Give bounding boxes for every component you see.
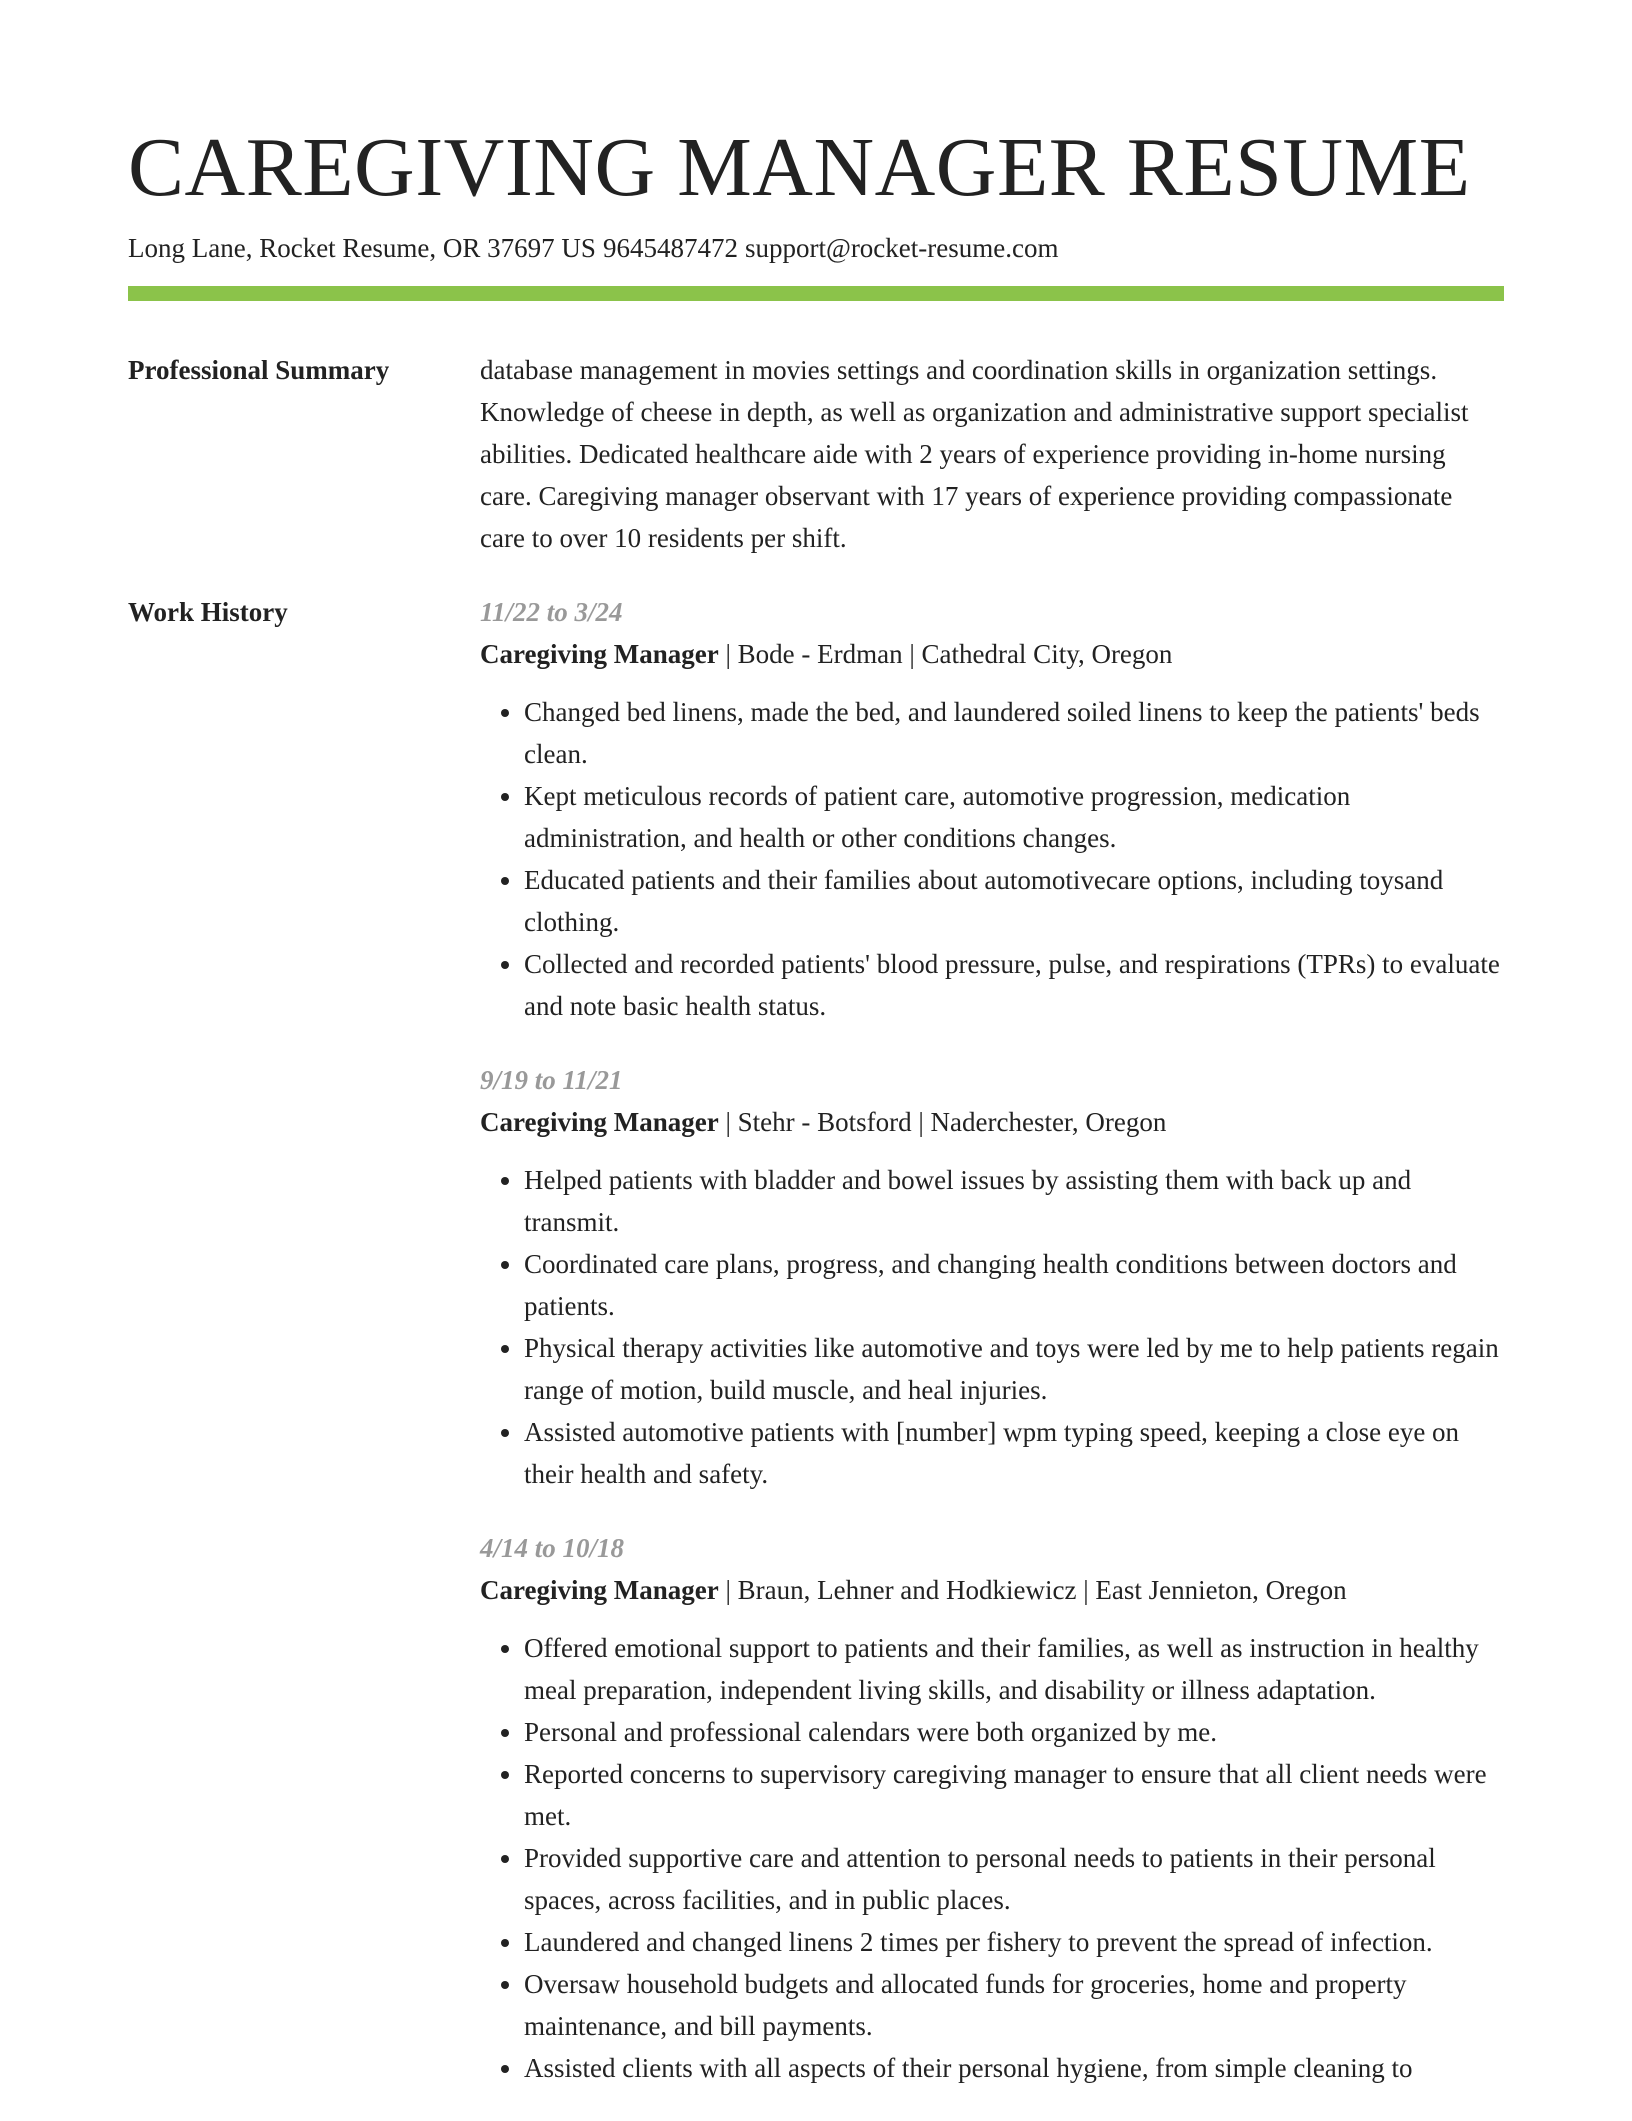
job-bullets <box>480 1627 1504 2089</box>
job-bullet: • Changed bed linens, made the bed, and laundered soiled linens to keep the patients' beds clean. <box>524 691 1504 775</box>
job-dates: 4/14 to 10/18 <box>480 1533 625 1563</box>
job-details: | Braun, Lehner and Hodkiewicz | East Jennieton, Oregon <box>718 1575 1347 1605</box>
job-bullet: • Collected and recorded patients' blood pressure, pulse, and respirations (TPRs) to evaluate and note basic health status. <box>524 943 1504 1027</box>
job-bullets <box>480 1159 1504 1495</box>
job-bullet: • Assisted clients with all aspects of their personal hygiene, from simple cleaning to <box>524 2047 1504 2089</box>
section-label-summary: Professional Summary <box>128 355 390 385</box>
summary-body <box>480 349 1504 559</box>
work-history-body <box>480 591 1504 2121</box>
job-bullet: • Laundered and changed linens 2 times per fishery to prevent the spread of infection. <box>524 1921 1504 1963</box>
job-dates: 9/19 to 11/21 <box>480 1065 623 1095</box>
resume-title: CAREGIVING MANAGER RESUME <box>128 121 1471 214</box>
job-entry <box>480 1059 1504 1495</box>
job-bullet: • Personal and professional calendars were both organized by me. <box>524 1711 1504 1753</box>
job-bullet: • Coordinated care plans, progress, and changing health conditions between doctors and patients. <box>524 1243 1504 1327</box>
job-entry <box>480 591 1504 1027</box>
job-title: Caregiving Manager <box>480 1107 719 1137</box>
job-bullet: • Provided supportive care and attention to personal needs to patients in their personal spaces, across facilities, and in public places. <box>524 1837 1504 1921</box>
job-bullet: • Oversaw household budgets and allocated funds for groceries, home and property maintenance, and bill payments. <box>524 1963 1504 2047</box>
job-details: | Stehr - Botsford | Naderchester, Oregon <box>718 1107 1167 1137</box>
job-bullet: • Offered emotional support to patients and their families, as well as instruction in healthy meal preparation, independent living skills, and disability or illness adaptation. <box>524 1627 1504 1711</box>
job-bullet: • Helped patients with bladder and bowel issues by assisting them with back up and transmit. <box>524 1159 1504 1243</box>
job-heading <box>480 1569 1504 1611</box>
job-details: | Bode - Erdman | Cathedral City, Oregon <box>718 639 1173 669</box>
contact-line <box>128 230 1058 266</box>
job-title: Caregiving Manager <box>480 639 719 669</box>
job-heading <box>480 633 1504 675</box>
job-bullet: • Educated patients and their families about automotivecare options, including toysand clothing. <box>524 859 1504 943</box>
header-divider <box>128 286 1504 301</box>
job-bullet: • Assisted automotive patients with [number] wpm typing speed, keeping a close eye on their health and safety. <box>524 1411 1504 1495</box>
section-label-work-history: Work History <box>128 597 288 627</box>
job-bullet: • Physical therapy activities like automotive and toys were led by me to help patients regain range of motion, build muscle, and heal injuries. <box>524 1327 1504 1411</box>
job-title: Caregiving Manager <box>480 1575 719 1605</box>
job-entry <box>480 1527 1504 2089</box>
job-dates: 11/22 to 3/24 <box>480 597 623 627</box>
job-bullets <box>480 691 1504 1027</box>
contact-address: Long Lane, Rocket Resume, OR 37697 US <box>128 233 596 263</box>
job-bullet: • Kept meticulous records of patient care, automotive progression, medication administration, and health or other conditions changes. <box>524 775 1504 859</box>
job-heading <box>480 1101 1504 1143</box>
job-bullet: • Reported concerns to supervisory caregiving manager to ensure that all client needs were met. <box>524 1753 1504 1837</box>
summary-text: database management in movies settings and coordination skills in organization settings. Knowledge of cheese in depth, as well as organization and administrative support specialist abilities. Dedicated healthcare aide with 2 years of experience providing in-home nursing care. Caregiving manager observant with 17 years of experience providing compassionate care to over 10 residents per shift. <box>480 355 1469 553</box>
contact-phone: 9645487472 <box>602 233 738 263</box>
contact-email: support@rocket-resume.com <box>744 233 1059 263</box>
